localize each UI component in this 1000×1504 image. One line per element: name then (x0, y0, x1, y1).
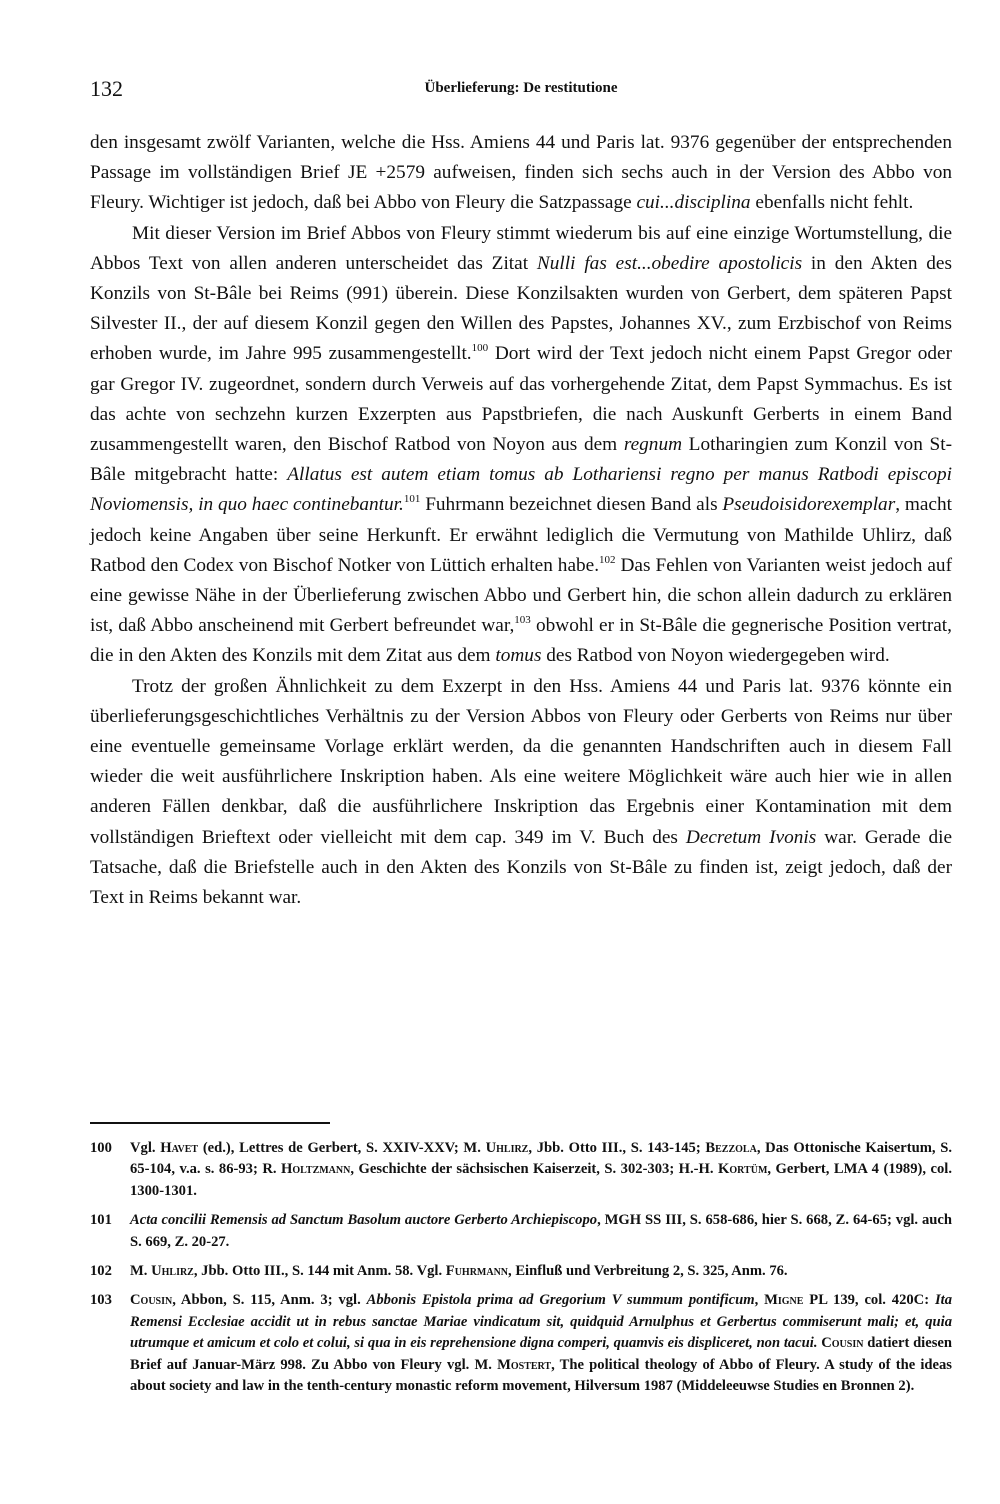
italic-text: tomus (495, 645, 542, 667)
footnote-text (130, 1138, 952, 1202)
footnote-102 (90, 1261, 952, 1282)
text-run: Mit dieser Version im Brief Abbos von Fleury stimmt wiederum bis auf eine einzige Wortumstellung, die Abbos Text von allen anderen unterscheidet das Zitat (90, 222, 952, 274)
author-name: Kortüm (718, 1161, 768, 1178)
footnote-reference: 100 (471, 342, 489, 355)
italic-text: Nulli fas est...obedire apostolicis (536, 252, 803, 274)
italic-text: Allatus est autem etiam tomus ab Lothariensi regno per manus Ratbodi episcopi Noviomensis, in quo haec continebantur. (90, 464, 952, 516)
author-name: Havet (160, 1140, 199, 1156)
text-run: , (754, 1292, 765, 1309)
footnote-text (130, 1261, 952, 1282)
text-run: war. Gerade die Tatsache, daß die Briefstelle auch in den Akten des Konzils von St-Bâle zu finden ist, zeigt jedoch, daß der Text in Reims bekannt war. (90, 826, 953, 909)
author-name: Cousin (130, 1292, 173, 1309)
author-name: Uhlirz (151, 1263, 194, 1280)
footnote-text (130, 1210, 952, 1253)
author-name: Migne (764, 1292, 804, 1309)
italic-text: cui...disciplina (636, 192, 751, 214)
footnote-separator-rule (90, 1122, 330, 1124)
italic-text: Pseudoisidorexemplar (722, 494, 896, 516)
text-run: Trotz der großen Ähnlichkeit zu dem Exzerpt in den Hss. Amiens 44 und Paris lat. 9376 könnte ein überlieferungsgeschichtliches Verhältnis zu der Version Abbos von Fleury oder Gerberts von Reims nur über eine eventuelle gemeinsame Vorlage erklärt werden, da die genannten Handschriften auch in diesem Fall wieder die weit ausführlichere Inskription haben. Als eine weitere Möglichkeit wäre auch hier wie in allen anderen Fällen denkbar, daß die ausführlichere Inskription das Ergebnis einer Kontamination mit dem vollständigen Brieftext oder vielleicht mit dem cap. 349 im V. Buch des (90, 675, 952, 848)
text-run: , Jbb. Otto III., S. 144 mit Anm. 58. Vgl. (193, 1263, 446, 1280)
footnote-number: 100 (90, 1140, 112, 1156)
italic-text: Acta concilii Remensis ad Sanctum Basolum auctore Gerberto Archiepiscopo (130, 1212, 598, 1229)
footnote-100 (90, 1138, 952, 1202)
paragraph-1 (90, 128, 952, 219)
footnote-number: 101 (90, 1212, 112, 1229)
text-run: , Einfluß und Verbreitung 2, S. 325, Anm. 76. (508, 1263, 788, 1280)
text-run: , Geschichte der sächsischen Kaiserzeit, S. 302-303; H.-H. (350, 1161, 719, 1178)
footnote-number: 102 (90, 1263, 112, 1280)
italic-text: Ita Remensi Ecclesiae accidit ut in rebus sanctae Mariae vindicatum sit, quidquid Arnulphus et Gerbertus commiserunt mali; et, quia utrumque et amicum et colo et colui, si qua in eis reprehensione digna comperi, quamvis eis displiceret, non tacui. (130, 1292, 952, 1352)
footnotes (90, 1138, 952, 1405)
text-run: ebenfalls nicht fehlt. (750, 192, 914, 214)
text-run: Vgl. (130, 1140, 161, 1156)
body-text (90, 128, 952, 913)
italic-text: regnum (623, 434, 683, 456)
text-run: datiert diesen Brief auf Januar-März 998. Zu Abbo von Fleury vgl. M. (130, 1335, 952, 1373)
text-run: , Das Ottonische Kaisertum, S. 65-104, v.a. s. 86-93; R. (130, 1140, 952, 1178)
text-run: , macht jedoch keine Angaben über seine Herkunft. Er erwähnt lediglich die Vermutung von Mathilde Uhlirz, daß Ratbod den Codex von Bischof Notker von Lüttich erhalten habe. (90, 494, 952, 576)
author-name: Fuhrmann (445, 1263, 509, 1280)
text-run: Fuhrmann bezeichnet diesen Band als (420, 494, 723, 516)
author-name: Cousin (821, 1335, 864, 1352)
text-run: den insgesamt zwölf Varianten, welche die Hss. Amiens 44 und Paris lat. 9376 gegenüber der entsprechenden Passage im vollständigen Brief JE +2579 aufweisen, finden sich sechs auch in der Version des Abbo von Fleury. Wichtiger ist jedoch, daß bei Abbo von Fleury die Satzpassage (90, 132, 952, 214)
author-name: Mostert (497, 1356, 552, 1373)
author-name: Bezzola (705, 1140, 757, 1156)
text-run: , Jbb. Otto III., S. 143-145; (528, 1140, 706, 1156)
footnote-101 (90, 1210, 952, 1253)
text-run: Lotharingien zum Konzil von St-Bâle mitgebracht hatte: (90, 434, 952, 486)
text-run: , MGH SS III, S. 658-686, hier S. 668, Z. 64-65; vgl. auch S. 669, Z. 20-27. (130, 1212, 953, 1250)
footnote-103 (90, 1290, 952, 1397)
page-number: 132 (90, 76, 123, 101)
text-run: , The political theology of Abbo of Fleury. A study of the ideas about society and law in the tenth-century monastic reform movement, Hilversum 1987 (Middeleeuwse Studies en Bronnen 2). (130, 1356, 952, 1395)
author-name: Uhlirz (485, 1140, 529, 1156)
text-run: (ed.), Lettres de Gerbert, S. XXIV-XXV; M. (198, 1140, 486, 1156)
footnote-reference: 103 (514, 614, 531, 627)
text-run: obwohl er in St-Bâle die gegnerische Position vertrat, die in den Akten des Konzils mit dem Zitat aus dem (90, 615, 952, 667)
text-run: Das Fehlen von Varianten weist jedoch auf eine gewisse Nähe in der Überlieferung zwischen Abbo und Gerbert hin, die schon allein dadurch zu erklären ist, daß Abbo anscheinend mit Gerbert befreundet war, (90, 554, 952, 637)
page-header (90, 76, 952, 104)
author-name: Holtzmann (281, 1161, 351, 1178)
text-run: PL 139, col. 420C: (803, 1292, 935, 1309)
paragraph-3 (90, 672, 952, 914)
italic-text: Abbonis Epistola prima ad Gregorium V summum pontificum (366, 1292, 755, 1309)
text-run: des Ratbod von Noyon wiedergegeben wird. (541, 645, 890, 667)
paragraph-2 (90, 219, 952, 672)
footnote-reference: 101 (403, 493, 421, 506)
text-run: , Gerbert, LMA 4 (1989), col. 1300-1301. (130, 1161, 952, 1199)
footnote-text (130, 1290, 952, 1397)
text-run: Dort wird der Text jedoch nicht einem Papst Gregor oder gar Gregor IV. zugeordnet, sondern durch Verweis auf das vorhergehende Zitat, dem Papst Symmachus. Es ist das achte von sechzehn kurzen Exzerpten aus Papstbriefen, die nach Auskunft Gerberts in einem Band zusammengestellt waren, den Bischof Ratbod von Noyon aus dem (90, 343, 953, 456)
text-run: in den Akten des Konzils von St-Bâle bei Reims (991) überein. Diese Konzilsakten wurden von Gerbert, dem späteren Papst Silvester II., der auf diesem Konzil gegen den Willen des Papstes, Johannes XV., zum Erzbischof von Reims erhoben wurde, im Jahre 995 zusammengestellt. (90, 252, 952, 365)
footnote-number: 103 (90, 1292, 112, 1309)
italic-text: Decretum Ivonis (685, 826, 817, 848)
footnote-reference: 102 (599, 553, 616, 566)
text-run: M. (130, 1263, 152, 1280)
text-run: , Abbon, S. 115, Anm. 3; vgl. (172, 1292, 367, 1309)
running-title: Überlieferung: De restitutione (424, 80, 618, 96)
